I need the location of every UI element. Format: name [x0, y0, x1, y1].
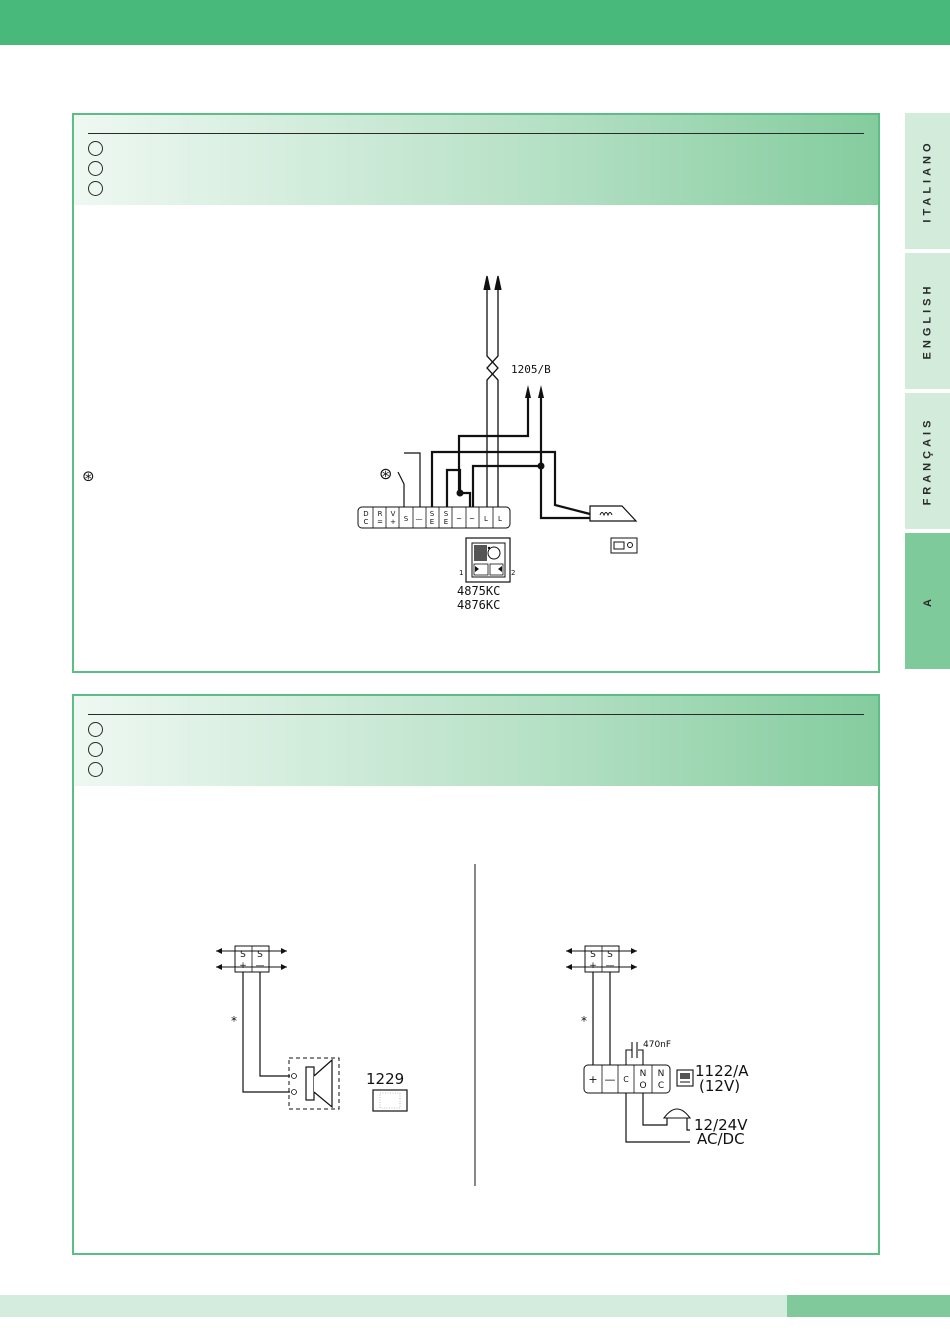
- speaker-model-label: 1229: [366, 1070, 405, 1088]
- wiring-bundle: [429, 392, 590, 518]
- junction-dot: [457, 490, 464, 497]
- speaker-icon: [289, 1058, 339, 1109]
- terminal-se-1b: E: [429, 518, 435, 526]
- asterisk-note-symbol: ⊛: [82, 467, 95, 485]
- bus-cable: [484, 276, 501, 508]
- terminal-se-1: S: [429, 510, 435, 518]
- diagram-3: [566, 946, 749, 1148]
- relay-terminal-no: N: [639, 1069, 647, 1079]
- terminal-se-2b: E: [443, 518, 449, 526]
- diagram-1: [82, 276, 637, 612]
- terminal-l-2: L: [498, 515, 502, 523]
- lock-device-icon: [611, 538, 637, 553]
- bell-icon: [664, 1109, 690, 1118]
- tab-label: FRANÇAIS: [921, 416, 934, 506]
- terminal-ac-2: ~: [469, 515, 475, 523]
- relay-terminal-plus: +: [588, 1073, 598, 1086]
- terminal-dc: D: [363, 510, 369, 518]
- terminal-s-plus-sign: +: [589, 961, 597, 971]
- terminal-s: S: [403, 515, 409, 523]
- tab-label: ITALIANO: [921, 139, 934, 223]
- terminal-s-minus: S: [257, 950, 263, 960]
- relay-terminal-no-2: O: [639, 1081, 647, 1091]
- tab-label: A: [921, 595, 934, 607]
- terminal-r: R: [377, 510, 383, 518]
- relay-terminal-c: C: [623, 1075, 629, 1084]
- cable-label: 1205/B: [511, 363, 551, 376]
- relay-terminal-minus: —: [604, 1073, 616, 1086]
- terminal-dc-2: C: [363, 518, 369, 526]
- supply-voltage-label: 12/24V: [694, 1116, 748, 1134]
- capacitor-symbol: [626, 1042, 643, 1065]
- terminal-s-minus-sign: —: [255, 961, 265, 971]
- lock-model-label: 1122/A: [695, 1062, 749, 1080]
- model-label-2: 4876KC: [457, 598, 501, 612]
- asterisk-symbol: *: [581, 1014, 587, 1028]
- relay-terminal-nc-2: C: [657, 1081, 665, 1091]
- entrance-panel-icon: [466, 538, 510, 582]
- door-lock-icon: [590, 506, 636, 521]
- speaker-module-icon: [373, 1090, 407, 1111]
- lock-1122a-icon: [677, 1070, 693, 1086]
- terminal-v-2: +: [390, 518, 396, 526]
- asterisk-symbol: ⊛: [379, 464, 393, 483]
- model-label-1: 4875KC: [457, 584, 501, 598]
- junction-dot: [538, 463, 545, 470]
- lock-voltage-label: (12V): [699, 1077, 741, 1095]
- terminal-s-plus-sign: +: [239, 961, 247, 971]
- footer-block: [787, 1295, 950, 1317]
- terminal-v: V: [390, 510, 396, 518]
- terminal-s-minus-sign: —: [605, 961, 615, 971]
- capacitor-label: 470nF: [643, 1040, 672, 1050]
- diagram-2: [216, 864, 475, 1186]
- terminal-ac-1: ~: [456, 515, 462, 523]
- terminal-se-2: S: [443, 510, 449, 518]
- footer-strip: [0, 1295, 787, 1317]
- terminal-s-plus: S: [590, 950, 596, 960]
- arrow-1205-b: [538, 385, 544, 398]
- terminal-minus: —: [415, 515, 423, 523]
- terminal-s-plus: S: [240, 950, 246, 960]
- speaker-wires: [243, 972, 290, 1092]
- supply-type-label: AC/DC: [697, 1130, 745, 1148]
- panel-pin-1: 1: [459, 569, 464, 577]
- terminal-s-minus: S: [607, 950, 613, 960]
- panel-pin-2: 2: [511, 569, 516, 577]
- tab-label: ENGLISH: [921, 282, 934, 360]
- terminal-l-1: L: [484, 515, 488, 523]
- terminal-r-2: =: [377, 518, 383, 526]
- asterisk-symbol: *: [231, 1014, 237, 1028]
- relay-wires: [593, 972, 610, 1066]
- arrow-1205-a: [525, 385, 531, 398]
- relay-terminal-nc: N: [657, 1069, 665, 1079]
- button-switch: [398, 453, 420, 508]
